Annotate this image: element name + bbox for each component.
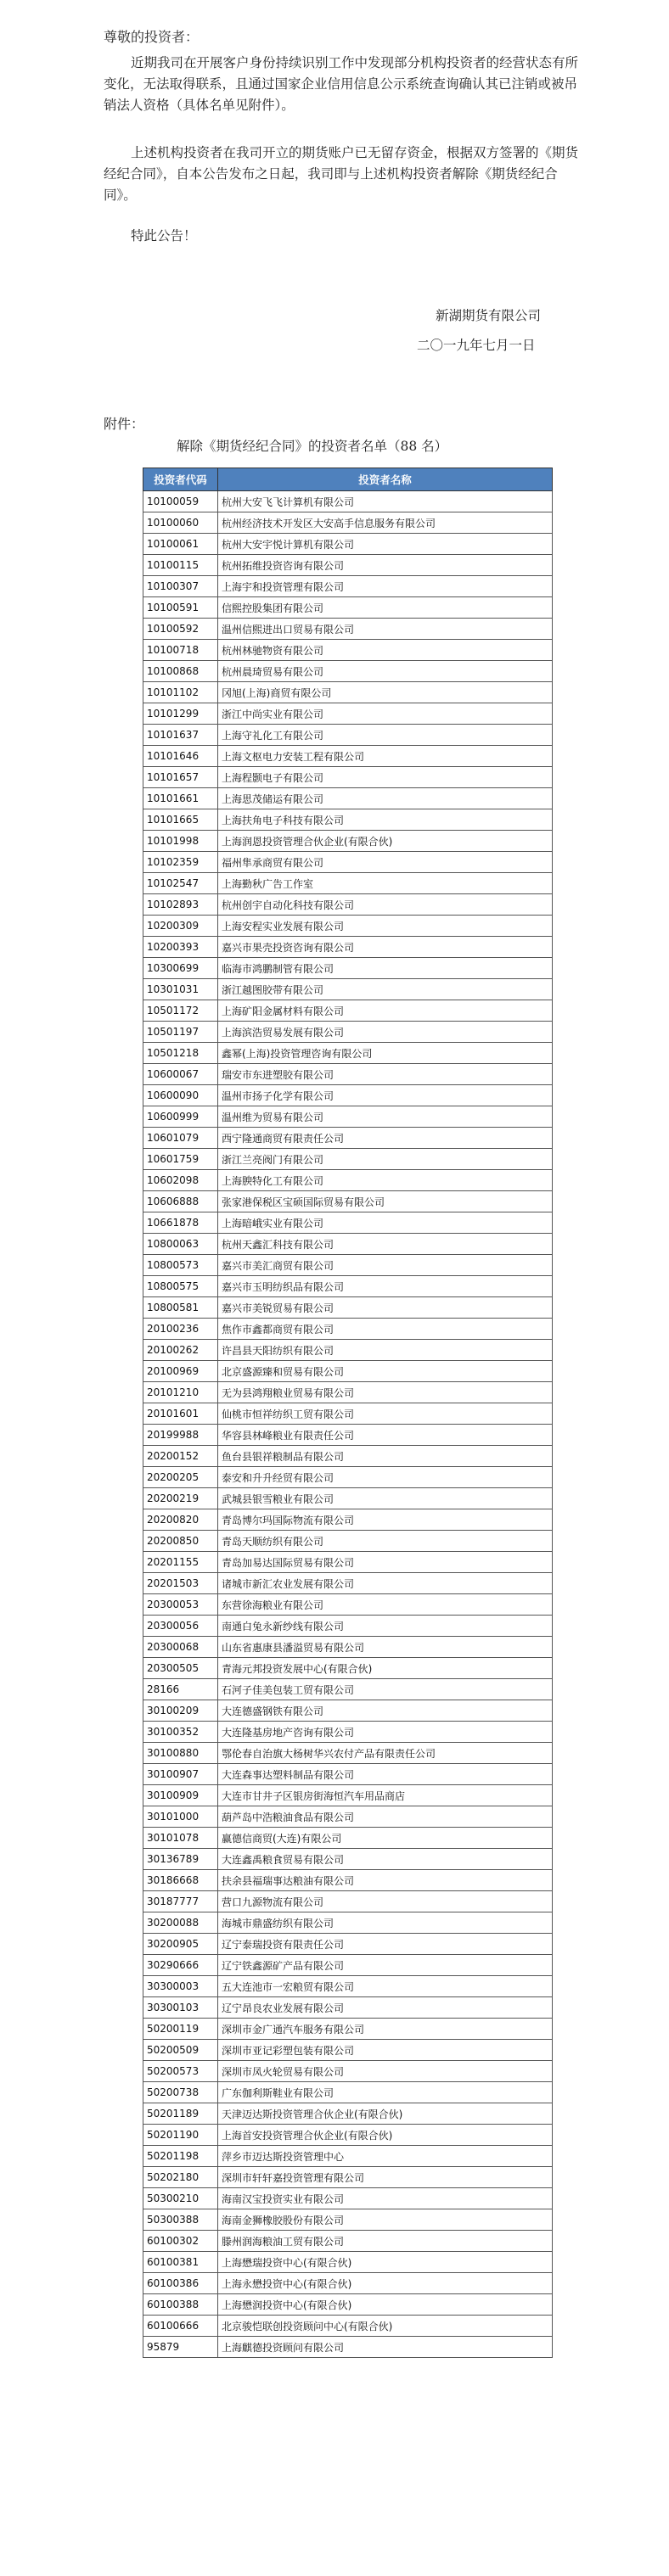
table-row <box>143 2273 553 2294</box>
table-row <box>143 1531 553 1552</box>
investor-name-cell: 青岛天顺纺织有限公司 <box>218 1531 553 1552</box>
table-row <box>143 661 553 682</box>
attachment-caption: 解除《期货经纪合同》的投资者名单（88 名） <box>177 439 448 454</box>
table-row <box>143 1934 553 1955</box>
investor-name-cell: 杭州创宇自动化科技有限公司 <box>218 894 553 916</box>
investor-name-cell: 上海暗峨实业有限公司 <box>218 1212 553 1234</box>
table-row <box>143 1700 553 1722</box>
investor-code-cell: 50202180 <box>143 2167 218 2188</box>
table-row <box>143 2146 553 2167</box>
investor-code-cell: 30300003 <box>143 1976 218 1997</box>
table-row <box>143 958 553 979</box>
table-row <box>143 682 553 703</box>
investor-code-cell: 10606888 <box>143 1191 218 1212</box>
investor-name-cell: 杭州大安宇悦计算机有限公司 <box>218 534 553 555</box>
investor-name-cell: 深圳市金广通汽车服务有限公司 <box>218 2019 553 2040</box>
investor-code-cell: 10102893 <box>143 894 218 916</box>
investor-name-cell: 山东省惠康县潘溢贸易有限公司 <box>218 1637 553 1658</box>
investor-code-cell: 60100386 <box>143 2273 218 2294</box>
investor-code-cell: 20300053 <box>143 1594 218 1616</box>
investor-code-cell: 20199988 <box>143 1425 218 1446</box>
investor-name-cell: 仙桃市恒祥纺织工贸有限公司 <box>218 1403 553 1425</box>
investor-name-cell: 深圳市轩轩嘉投资管理有限公司 <box>218 2167 553 2188</box>
table-row <box>143 1361 553 1382</box>
investor-name-cell: 北京骏恺联创投资顾问中心(有限合伙) <box>218 2316 553 2337</box>
investor-code-cell: 50300388 <box>143 2209 218 2231</box>
table-row <box>143 1743 553 1764</box>
investor-name-cell: 信熙控股集团有限公司 <box>218 597 553 619</box>
table-row <box>143 1552 553 1573</box>
table-row <box>143 1234 553 1255</box>
investor-name-cell: 瑞安市东进塑胶有限公司 <box>218 1064 553 1085</box>
investor-code-cell: 20100236 <box>143 1319 218 1340</box>
table-row <box>143 1573 553 1594</box>
table-row <box>143 619 553 640</box>
investor-code-cell: 60100302 <box>143 2231 218 2252</box>
investor-name-cell: 深圳市凤火轮贸易有限公司 <box>218 2061 553 2082</box>
investor-code-cell: 60100666 <box>143 2316 218 2337</box>
table-row <box>143 979 553 1000</box>
investor-name-cell: 上海润恩投资管理合伙企业(有限合伙) <box>218 831 553 852</box>
investor-name-cell: 浙江越图胶带有限公司 <box>218 979 553 1000</box>
table-row <box>143 2294 553 2316</box>
header-investor-name: 投资者名称 <box>218 468 553 491</box>
investor-name-cell: 鄂伦春自治旗大杨树华兴农付产品有限责任公司 <box>218 1743 553 1764</box>
investor-code-cell: 30100209 <box>143 1700 218 1722</box>
table-row <box>143 1425 553 1446</box>
table-row <box>143 2019 553 2040</box>
investor-code-cell: 30136789 <box>143 1849 218 1870</box>
investor-name-cell: 上海程颢电子有限公司 <box>218 767 553 788</box>
investor-code-cell: 10100059 <box>143 491 218 512</box>
table-row <box>143 788 553 809</box>
table-row <box>143 2103 553 2125</box>
investor-name-cell: 无为县鸿翔粮业贸易有限公司 <box>218 1382 553 1403</box>
investor-code-cell: 20200205 <box>143 1467 218 1488</box>
investor-name-cell: 大连德盛钢铁有限公司 <box>218 1700 553 1722</box>
table-row <box>143 1000 553 1022</box>
investor-name-cell: 杭州天鑫汇科技有限公司 <box>218 1234 553 1255</box>
investor-name-cell: 上海矿阳金属材料有限公司 <box>218 1000 553 1022</box>
table-row <box>143 640 553 661</box>
investor-code-cell: 10100060 <box>143 512 218 534</box>
table-row <box>143 1870 553 1891</box>
table-row <box>143 1382 553 1403</box>
table-row <box>143 491 553 512</box>
table-header-row <box>143 468 553 491</box>
investor-code-cell: 10100307 <box>143 576 218 597</box>
table-row <box>143 725 553 746</box>
investor-code-cell: 20100969 <box>143 1361 218 1382</box>
investor-name-cell: 嘉兴市美锐贸易有限公司 <box>218 1297 553 1319</box>
investor-code-cell: 50200738 <box>143 2082 218 2103</box>
investor-code-cell: 10102359 <box>143 852 218 873</box>
investor-code-cell: 10501197 <box>143 1022 218 1043</box>
table-row <box>143 2209 553 2231</box>
investor-name-cell: 扶余县福瑞事达粮油有限公司 <box>218 1870 553 1891</box>
company-signature: 新湖期货有限公司 <box>436 308 542 323</box>
investor-name-cell: 浙江中尚实业有限公司 <box>218 703 553 725</box>
table-row <box>143 809 553 831</box>
investor-code-cell: 10600067 <box>143 1064 218 1085</box>
investor-name-cell: 武城县银雪粮业有限公司 <box>218 1488 553 1509</box>
investor-code-cell: 30290666 <box>143 1955 218 1976</box>
investor-code-cell: 50200119 <box>143 2019 218 2040</box>
investor-code-cell: 20100262 <box>143 1340 218 1361</box>
investor-code-cell: 20201503 <box>143 1573 218 1594</box>
table-row <box>143 937 553 958</box>
investor-code-cell: 10602098 <box>143 1170 218 1191</box>
table-row <box>143 1637 553 1658</box>
table-row <box>143 1764 553 1785</box>
table-row <box>143 1403 553 1425</box>
investor-name-cell: 上海宇和投资管理有限公司 <box>218 576 553 597</box>
notice-paragraph-2: 上述机构投资者在我司开立的期货账户已无留存资金，根据双方签署的《期货经纪合同》，自本公告发布之日起，我司即与上述机构投资者解除《期货经纪合同》。 <box>104 145 579 203</box>
investor-code-cell: 10501218 <box>143 1043 218 1064</box>
investor-name-cell: 嘉兴市美汇商贸有限公司 <box>218 1255 553 1276</box>
notice-date: 二〇一九年七月一日 <box>417 338 536 353</box>
table-row <box>143 534 553 555</box>
investor-name-cell: 上海文枢电力安装工程有限公司 <box>218 746 553 767</box>
investor-name-cell: 杭州林驰物资有限公司 <box>218 640 553 661</box>
investor-name-cell: 海南汉宝投资实业有限公司 <box>218 2188 553 2209</box>
investor-code-cell: 10600090 <box>143 1085 218 1106</box>
notice-paragraph-1: 近期我司在开展客户身份持续识别工作中发现部分机构投资者的经营状态有所变化，无法取得联系，且通过国家企业信用信息公示系统查询确认其已注销或被吊销法人资格（具体名单见附件）。 <box>104 55 579 113</box>
table-row <box>143 1022 553 1043</box>
table-row <box>143 1976 553 1997</box>
table-row <box>143 1128 553 1149</box>
table-row <box>143 1446 553 1467</box>
table-row <box>143 1509 553 1531</box>
investor-code-cell: 10300699 <box>143 958 218 979</box>
investor-code-cell: 10102547 <box>143 873 218 894</box>
investor-code-cell: 30186668 <box>143 1870 218 1891</box>
investor-name-cell: 上海思茂储运有限公司 <box>218 788 553 809</box>
investor-code-cell: 50200573 <box>143 2061 218 2082</box>
investor-code-cell: 30200905 <box>143 1934 218 1955</box>
investor-name-cell: 海南金狮橡胶股份有限公司 <box>218 2209 553 2231</box>
investor-name-cell: 上海守礼化工有限公司 <box>218 725 553 746</box>
investor-code-cell: 10301031 <box>143 979 218 1000</box>
table-row <box>143 1594 553 1616</box>
table-row <box>143 1849 553 1870</box>
investor-code-cell: 50201189 <box>143 2103 218 2125</box>
table-row <box>143 2188 553 2209</box>
investor-code-cell: 10100868 <box>143 661 218 682</box>
investor-code-cell: 20300068 <box>143 1637 218 1658</box>
investor-name-cell: 泰安和升升经贸有限公司 <box>218 1467 553 1488</box>
investor-name-cell: 上海勤秋广告工作室 <box>218 873 553 894</box>
investor-name-cell: 鱼台县银祥粮制品有限公司 <box>218 1446 553 1467</box>
investor-name-cell: 上海麒德投资顾问有限公司 <box>218 2337 553 2358</box>
table-row <box>143 1340 553 1361</box>
table-row <box>143 512 553 534</box>
investor-name-cell: 辽宁昂良农业发展有限公司 <box>218 1997 553 2019</box>
table-row <box>143 2252 553 2273</box>
investor-name-cell: 上海懋瑞投资中心(有限合伙) <box>218 2252 553 2273</box>
investor-code-cell: 10200393 <box>143 937 218 958</box>
table-row <box>143 1467 553 1488</box>
table-row <box>143 1276 553 1297</box>
table-row <box>143 767 553 788</box>
table-row <box>143 2167 553 2188</box>
table-row <box>143 1806 553 1828</box>
table-row <box>143 555 553 576</box>
investor-name-cell: 广东伽利斯鞋业有限公司 <box>218 2082 553 2103</box>
table-row <box>143 1997 553 2019</box>
investor-code-cell: 20300056 <box>143 1616 218 1637</box>
table-row <box>143 576 553 597</box>
investor-code-cell: 10100592 <box>143 619 218 640</box>
table-row <box>143 2316 553 2337</box>
investor-code-cell: 60100381 <box>143 2252 218 2273</box>
investor-code-cell: 20200152 <box>143 1446 218 1467</box>
investor-name-cell: 五大连池市一宏粮贸有限公司 <box>218 1976 553 1997</box>
table-row <box>143 1616 553 1637</box>
investor-name-cell: 上海滨浩贸易发展有限公司 <box>218 1022 553 1043</box>
investor-code-cell: 20101601 <box>143 1403 218 1425</box>
investor-name-cell: 大连隆基房地产咨询有限公司 <box>218 1722 553 1743</box>
investor-code-cell: 10101299 <box>143 703 218 725</box>
investor-code-cell: 50200509 <box>143 2040 218 2061</box>
investor-code-cell: 10501172 <box>143 1000 218 1022</box>
table-row <box>143 1297 553 1319</box>
table-row <box>143 597 553 619</box>
investor-name-cell: 东营徐海粮业有限公司 <box>218 1594 553 1616</box>
table-row <box>143 852 553 873</box>
investor-code-cell: 10101998 <box>143 831 218 852</box>
table-row <box>143 1191 553 1212</box>
investor-code-cell: 30101000 <box>143 1806 218 1828</box>
investor-code-cell: 10101661 <box>143 788 218 809</box>
investor-code-cell: 10100115 <box>143 555 218 576</box>
investor-name-cell: 上海扶角电子科技有限公司 <box>218 809 553 831</box>
table-row <box>143 1106 553 1128</box>
table-row <box>143 746 553 767</box>
investor-name-cell: 杭州晨琦贸易有限公司 <box>218 661 553 682</box>
table-row <box>143 1912 553 1934</box>
investor-code-cell: 10101646 <box>143 746 218 767</box>
investor-code-cell: 50300210 <box>143 2188 218 2209</box>
investor-name-cell: 北京盛源臻和贸易有限公司 <box>218 1361 553 1382</box>
table-row <box>143 1488 553 1509</box>
investor-code-cell: 20200850 <box>143 1531 218 1552</box>
investor-code-cell: 60100388 <box>143 2294 218 2316</box>
table-row <box>143 1891 553 1912</box>
table-row <box>143 831 553 852</box>
investor-name-cell: 上海懋润投资中心(有限合伙) <box>218 2294 553 2316</box>
salutation: 尊敬的投资者： <box>104 29 200 45</box>
investor-name-cell: 南通白兔永新纱线有限公司 <box>218 1616 553 1637</box>
table-row <box>143 1212 553 1234</box>
table-row <box>143 1085 553 1106</box>
investor-code-cell: 20300505 <box>143 1658 218 1679</box>
table-row <box>143 1064 553 1085</box>
header-investor-code: 投资者代码 <box>143 468 218 491</box>
investor-name-cell: 天津迈达斯投资管理合伙企业(有限合伙) <box>218 2103 553 2125</box>
investor-code-cell: 10661878 <box>143 1212 218 1234</box>
investor-code-cell: 30100880 <box>143 1743 218 1764</box>
table-body <box>143 491 553 2358</box>
investor-name-cell: 嘉兴市果壳投资咨询有限公司 <box>218 937 553 958</box>
investor-code-cell: 10800575 <box>143 1276 218 1297</box>
investor-code-cell: 95879 <box>143 2337 218 2358</box>
table-row <box>143 1828 553 1849</box>
table-row <box>143 2125 553 2146</box>
investor-code-cell: 10100591 <box>143 597 218 619</box>
investor-code-cell: 10101657 <box>143 767 218 788</box>
table-row <box>143 2061 553 2082</box>
investor-code-cell: 30187777 <box>143 1891 218 1912</box>
investor-name-cell: 青海元邦投资发展中心(有限合伙) <box>218 1658 553 1679</box>
investor-name-cell: 温州维为贸易有限公司 <box>218 1106 553 1128</box>
investor-code-cell: 30100909 <box>143 1785 218 1806</box>
investor-name-cell: 临海市鸿鹏制管有限公司 <box>218 958 553 979</box>
investor-code-cell: 30101078 <box>143 1828 218 1849</box>
table-row <box>143 1149 553 1170</box>
investor-code-cell: 50201190 <box>143 2125 218 2146</box>
table-row <box>143 1658 553 1679</box>
investor-name-cell: 杭州大安飞飞计算机有限公司 <box>218 491 553 512</box>
closing-remark: 特此公告！ <box>131 228 197 244</box>
table-row <box>143 2337 553 2358</box>
table-row <box>143 916 553 937</box>
table-row <box>143 1170 553 1191</box>
investor-code-cell: 20201155 <box>143 1552 218 1573</box>
investor-name-cell: 冈旭(上海)商贸有限公司 <box>218 682 553 703</box>
investor-name-cell: 诸城市新汇农业发展有限公司 <box>218 1573 553 1594</box>
investor-name-cell: 许昌县天阳纺织有限公司 <box>218 1340 553 1361</box>
table-row <box>143 1785 553 1806</box>
table-row <box>143 1043 553 1064</box>
investor-code-cell: 10800063 <box>143 1234 218 1255</box>
investor-code-cell: 50201198 <box>143 2146 218 2167</box>
investor-name-cell: 上海安程实业发展有限公司 <box>218 916 553 937</box>
table-row <box>143 2082 553 2103</box>
investor-name-cell: 青岛博尔玛国际物流有限公司 <box>218 1509 553 1531</box>
investor-name-cell: 深圳市亚记彩塑包装有限公司 <box>218 2040 553 2061</box>
investor-name-cell: 杭州拓维投资咨询有限公司 <box>218 555 553 576</box>
investor-code-cell: 10200309 <box>143 916 218 937</box>
investor-name-cell: 营口九源物流有限公司 <box>218 1891 553 1912</box>
investor-name-cell: 西宁隆通商贸有限责任公司 <box>218 1128 553 1149</box>
investor-name-cell: 赢德信商贸(大连)有限公司 <box>218 1828 553 1849</box>
table-row <box>143 1319 553 1340</box>
table-row <box>143 1255 553 1276</box>
investor-name-cell: 上海永懋投资中心(有限合伙) <box>218 2273 553 2294</box>
attachment-label: 附件： <box>104 416 145 432</box>
investor-table <box>143 468 553 2358</box>
investor-name-cell: 杭州经济技术开发区大安高手信息服务有限公司 <box>218 512 553 534</box>
table-row <box>143 894 553 916</box>
investor-code-cell: 10100061 <box>143 534 218 555</box>
investor-name-cell: 大连市甘井子区银房街海恒汽车用品商店 <box>218 1785 553 1806</box>
investor-name-cell: 鑫幂(上海)投资管理咨询有限公司 <box>218 1043 553 1064</box>
investor-code-cell: 20101210 <box>143 1382 218 1403</box>
investor-name-cell: 滕州润海粮油工贸有限公司 <box>218 2231 553 2252</box>
investor-name-cell: 福州隼承商贸有限公司 <box>218 852 553 873</box>
investor-code-cell: 28166 <box>143 1679 218 1700</box>
investor-code-cell: 20200820 <box>143 1509 218 1531</box>
investor-code-cell: 20200219 <box>143 1488 218 1509</box>
investor-code-cell: 10100718 <box>143 640 218 661</box>
investor-code-cell: 10101637 <box>143 725 218 746</box>
investor-name-cell: 葫芦岛中浩粮油食品有限公司 <box>218 1806 553 1828</box>
investor-code-cell: 10800581 <box>143 1297 218 1319</box>
table-row <box>143 2040 553 2061</box>
investor-name-cell: 温州信熙进出口贸易有限公司 <box>218 619 553 640</box>
investor-name-cell: 张家港保税区宝硕国际贸易有限公司 <box>218 1191 553 1212</box>
investor-name-cell: 辽宁泰瑞投资有限责任公司 <box>218 1934 553 1955</box>
investor-name-cell: 海城市鼎盛纺织有限公司 <box>218 1912 553 1934</box>
investor-code-cell: 10101665 <box>143 809 218 831</box>
investor-code-cell: 10601079 <box>143 1128 218 1149</box>
investor-name-cell: 萍乡市迈达斯投资管理中心 <box>218 2146 553 2167</box>
table-row <box>143 2231 553 2252</box>
investor-code-cell: 30300103 <box>143 1997 218 2019</box>
investor-code-cell: 30100907 <box>143 1764 218 1785</box>
table-row <box>143 1955 553 1976</box>
table-row <box>143 1722 553 1743</box>
investor-name-cell: 辽宁铁鑫源矿产品有限公司 <box>218 1955 553 1976</box>
investor-name-cell: 上海腴特化工有限公司 <box>218 1170 553 1191</box>
investor-name-cell: 青岛加易达国际贸易有限公司 <box>218 1552 553 1573</box>
table-row <box>143 703 553 725</box>
investor-name-cell: 温州市扬子化学有限公司 <box>218 1085 553 1106</box>
investor-code-cell: 30100352 <box>143 1722 218 1743</box>
table-row <box>143 873 553 894</box>
investor-code-cell: 10600999 <box>143 1106 218 1128</box>
investor-name-cell: 华容县林峰粮业有限责任公司 <box>218 1425 553 1446</box>
investor-code-cell: 10601759 <box>143 1149 218 1170</box>
investor-name-cell: 浙江兰亮阀门有限公司 <box>218 1149 553 1170</box>
investor-code-cell: 10101102 <box>143 682 218 703</box>
investor-name-cell: 焦作市鑫都商贸有限公司 <box>218 1319 553 1340</box>
table-row <box>143 1679 553 1700</box>
investor-name-cell: 大连鑫禹粮食贸易有限公司 <box>218 1849 553 1870</box>
investor-code-cell: 10800573 <box>143 1255 218 1276</box>
investor-name-cell: 上海首安投资管理合伙企业(有限合伙) <box>218 2125 553 2146</box>
investor-code-cell: 30200088 <box>143 1912 218 1934</box>
investor-name-cell: 石河子佳美包装工贸有限公司 <box>218 1679 553 1700</box>
investor-name-cell: 大连森事达塑料制品有限公司 <box>218 1764 553 1785</box>
investor-name-cell: 嘉兴市玉明纺织品有限公司 <box>218 1276 553 1297</box>
